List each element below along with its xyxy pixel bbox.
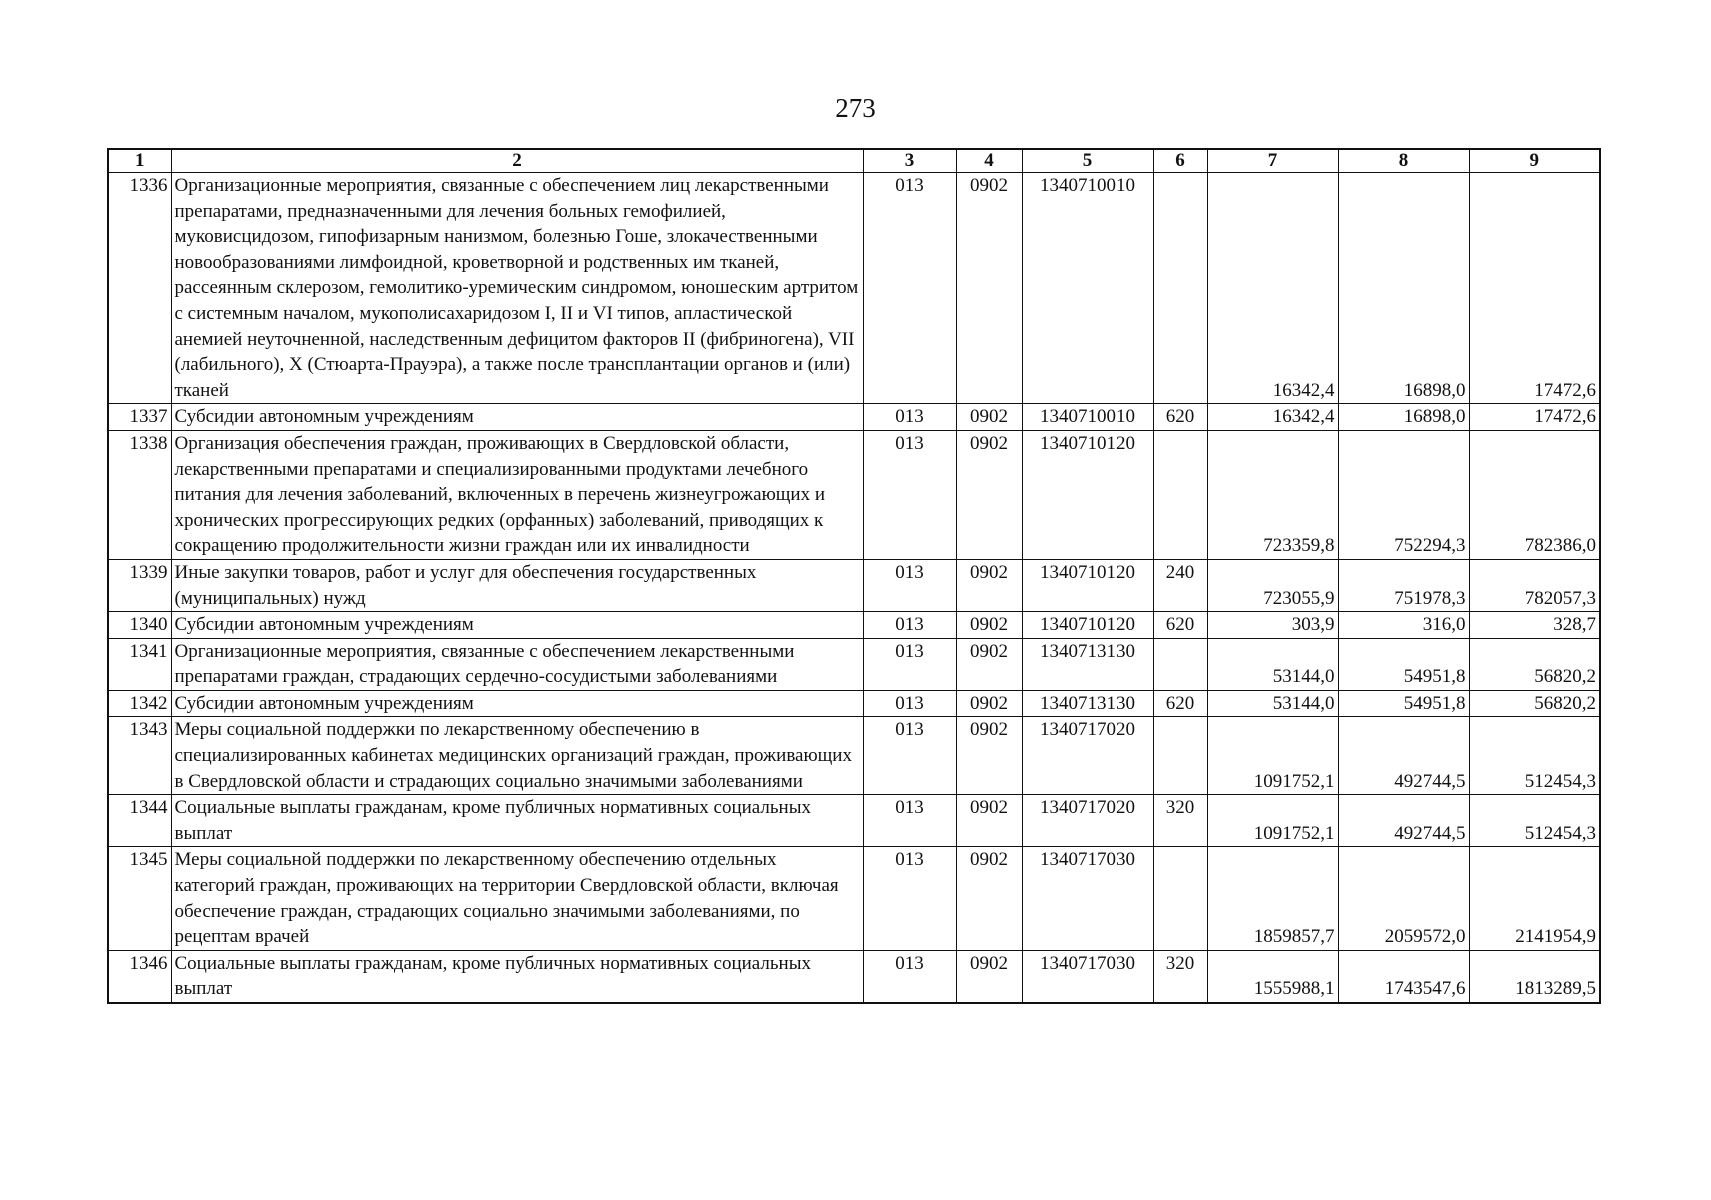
row-number: 1344 xyxy=(108,795,171,847)
section-code: 0902 xyxy=(956,612,1022,639)
amount-col-8: 2059572,0 xyxy=(1338,847,1469,950)
column-header: 4 xyxy=(956,149,1022,173)
row-name: Социальные выплаты гражданам, кроме публичных нормативных социальных выплат xyxy=(171,950,863,1003)
target-article-code: 1340713130 xyxy=(1022,690,1153,717)
target-article-code: 1340710010 xyxy=(1022,173,1153,404)
amount-col-7: 723359,8 xyxy=(1207,430,1338,559)
target-article-code: 1340710010 xyxy=(1022,404,1153,431)
ministry-code: 013 xyxy=(863,638,956,690)
row-number: 1342 xyxy=(108,690,171,717)
amount-col-8: 752294,3 xyxy=(1338,430,1469,559)
amount-col-9: 782386,0 xyxy=(1469,430,1600,559)
table-row xyxy=(108,173,1600,404)
amount-col-7: 723055,9 xyxy=(1207,559,1338,611)
expense-type-code xyxy=(1153,717,1207,795)
row-number: 1338 xyxy=(108,430,171,559)
row-name: Организационные мероприятия, связанные с обеспечением лиц лекарственными препаратами, предназначенными для лечения больных гемофилией, муковисцидозом, гипофизарным нанизмом, болезнью Гоше, злокачественными новообразованиями лимфоидной, кроветворной и родственных им тканей, рассеянным склерозом, гемолитико-уремическим синдромом, юношеским артритом с системным началом, мукополисахаридозом I, II и VI типов, апластической анемией неуточненной, наследственным дефицитом факторов II (фибриногена), VII (лабильного), X (Стюарта-Прауэра), а также после трансплантации органов и (или) тканей xyxy=(171,173,863,404)
amount-col-9: 512454,3 xyxy=(1469,795,1600,847)
expense-type-code xyxy=(1153,847,1207,950)
row-name: Субсидии автономным учреждениям xyxy=(171,612,863,639)
amount-col-9: 56820,2 xyxy=(1469,638,1600,690)
section-code: 0902 xyxy=(956,795,1022,847)
column-header: 9 xyxy=(1469,149,1600,173)
table-row xyxy=(108,795,1600,847)
section-code: 0902 xyxy=(956,690,1022,717)
ministry-code: 013 xyxy=(863,430,956,559)
section-code: 0902 xyxy=(956,950,1022,1003)
budget-table xyxy=(107,148,1601,1004)
amount-col-8: 492744,5 xyxy=(1338,717,1469,795)
expense-type-code: 620 xyxy=(1153,404,1207,431)
ministry-code: 013 xyxy=(863,612,956,639)
table-row xyxy=(108,612,1600,639)
amount-col-9: 512454,3 xyxy=(1469,717,1600,795)
expense-type-code xyxy=(1153,173,1207,404)
column-header: 6 xyxy=(1153,149,1207,173)
column-header: 2 xyxy=(171,149,863,173)
ministry-code: 013 xyxy=(863,690,956,717)
amount-col-7: 1091752,1 xyxy=(1207,717,1338,795)
column-header: 8 xyxy=(1338,149,1469,173)
row-name: Субсидии автономным учреждениям xyxy=(171,690,863,717)
column-header: 5 xyxy=(1022,149,1153,173)
target-article-code: 1340717020 xyxy=(1022,717,1153,795)
amount-col-9: 2141954,9 xyxy=(1469,847,1600,950)
expense-type-code xyxy=(1153,638,1207,690)
amount-col-7: 303,9 xyxy=(1207,612,1338,639)
amount-col-7: 53144,0 xyxy=(1207,690,1338,717)
ministry-code: 013 xyxy=(863,847,956,950)
row-name: Социальные выплаты гражданам, кроме публичных нормативных социальных выплат xyxy=(171,795,863,847)
row-name: Организация обеспечения граждан, проживающих в Свердловской области, лекарственными препаратами и специализированными продуктами лечебного питания для лечения заболеваний, включенных в перечень жизнеугрожающих и хронических прогрессирующих редких (орфанных) заболеваний, приводящих к сокращению продолжительности жизни граждан или их инвалидности xyxy=(171,430,863,559)
expense-type-code: 620 xyxy=(1153,690,1207,717)
page-number: 273 xyxy=(835,93,876,123)
amount-col-9: 17472,6 xyxy=(1469,173,1600,404)
header-row xyxy=(108,149,1600,173)
table-row xyxy=(108,847,1600,950)
row-name: Иные закупки товаров, работ и услуг для обеспечения государственных (муниципальных) нужд xyxy=(171,559,863,611)
target-article-code: 1340717020 xyxy=(1022,795,1153,847)
table-row xyxy=(108,638,1600,690)
table-row xyxy=(108,559,1600,611)
expense-type-code: 620 xyxy=(1153,612,1207,639)
column-header: 7 xyxy=(1207,149,1338,173)
row-number: 1346 xyxy=(108,950,171,1003)
expense-type-code: 240 xyxy=(1153,559,1207,611)
row-name: Организационные мероприятия, связанные с обеспечением лекарственными препаратами граждан, страдающих сердечно-сосудистыми заболеваниями xyxy=(171,638,863,690)
section-code: 0902 xyxy=(956,173,1022,404)
row-number: 1343 xyxy=(108,717,171,795)
amount-col-9: 17472,6 xyxy=(1469,404,1600,431)
target-article-code: 1340710120 xyxy=(1022,559,1153,611)
ministry-code: 013 xyxy=(863,717,956,795)
column-header: 3 xyxy=(863,149,956,173)
column-header: 1 xyxy=(108,149,171,173)
amount-col-7: 16342,4 xyxy=(1207,173,1338,404)
section-code: 0902 xyxy=(956,404,1022,431)
target-article-code: 1340717030 xyxy=(1022,847,1153,950)
amount-col-7: 1555988,1 xyxy=(1207,950,1338,1003)
amount-col-8: 16898,0 xyxy=(1338,173,1469,404)
section-code: 0902 xyxy=(956,717,1022,795)
section-code: 0902 xyxy=(956,559,1022,611)
row-number: 1339 xyxy=(108,559,171,611)
target-article-code: 1340710120 xyxy=(1022,612,1153,639)
amount-col-7: 16342,4 xyxy=(1207,404,1338,431)
table-row xyxy=(108,690,1600,717)
ministry-code: 013 xyxy=(863,173,956,404)
table-row xyxy=(108,717,1600,795)
row-name: Меры социальной поддержки по лекарственному обеспечению отдельных категорий граждан, проживающих на территории Свердловской области, включая обеспечение граждан, страдающих социально значимыми заболеваниями, по рецептам врачей xyxy=(171,847,863,950)
ministry-code: 013 xyxy=(863,559,956,611)
row-number: 1340 xyxy=(108,612,171,639)
ministry-code: 013 xyxy=(863,950,956,1003)
amount-col-8: 16898,0 xyxy=(1338,404,1469,431)
amount-col-9: 56820,2 xyxy=(1469,690,1600,717)
amount-col-9: 1813289,5 xyxy=(1469,950,1600,1003)
target-article-code: 1340717030 xyxy=(1022,950,1153,1003)
amount-col-7: 53144,0 xyxy=(1207,638,1338,690)
expense-type-code xyxy=(1153,430,1207,559)
row-name: Субсидии автономным учреждениям xyxy=(171,404,863,431)
ministry-code: 013 xyxy=(863,404,956,431)
expense-type-code: 320 xyxy=(1153,795,1207,847)
amount-col-8: 54951,8 xyxy=(1338,638,1469,690)
amount-col-9: 782057,3 xyxy=(1469,559,1600,611)
amount-col-8: 316,0 xyxy=(1338,612,1469,639)
table-row xyxy=(108,404,1600,431)
row-number: 1341 xyxy=(108,638,171,690)
target-article-code: 1340710120 xyxy=(1022,430,1153,559)
row-number: 1336 xyxy=(108,173,171,404)
section-code: 0902 xyxy=(956,430,1022,559)
amount-col-7: 1091752,1 xyxy=(1207,795,1338,847)
section-code: 0902 xyxy=(956,638,1022,690)
amount-col-8: 751978,3 xyxy=(1338,559,1469,611)
ministry-code: 013 xyxy=(863,795,956,847)
amount-col-7: 1859857,7 xyxy=(1207,847,1338,950)
amount-col-8: 1743547,6 xyxy=(1338,950,1469,1003)
target-article-code: 1340713130 xyxy=(1022,638,1153,690)
row-name: Меры социальной поддержки по лекарственному обеспечению в специализированных кабинетах медицинских организаций граждан, проживающих в Свердловской области и страдающих социально значимыми заболеваниями xyxy=(171,717,863,795)
row-number: 1337 xyxy=(108,404,171,431)
table-row xyxy=(108,430,1600,559)
amount-col-8: 492744,5 xyxy=(1338,795,1469,847)
expense-type-code: 320 xyxy=(1153,950,1207,1003)
row-number: 1345 xyxy=(108,847,171,950)
amount-col-8: 54951,8 xyxy=(1338,690,1469,717)
section-code: 0902 xyxy=(956,847,1022,950)
amount-col-9: 328,7 xyxy=(1469,612,1600,639)
table-row xyxy=(108,950,1600,1003)
